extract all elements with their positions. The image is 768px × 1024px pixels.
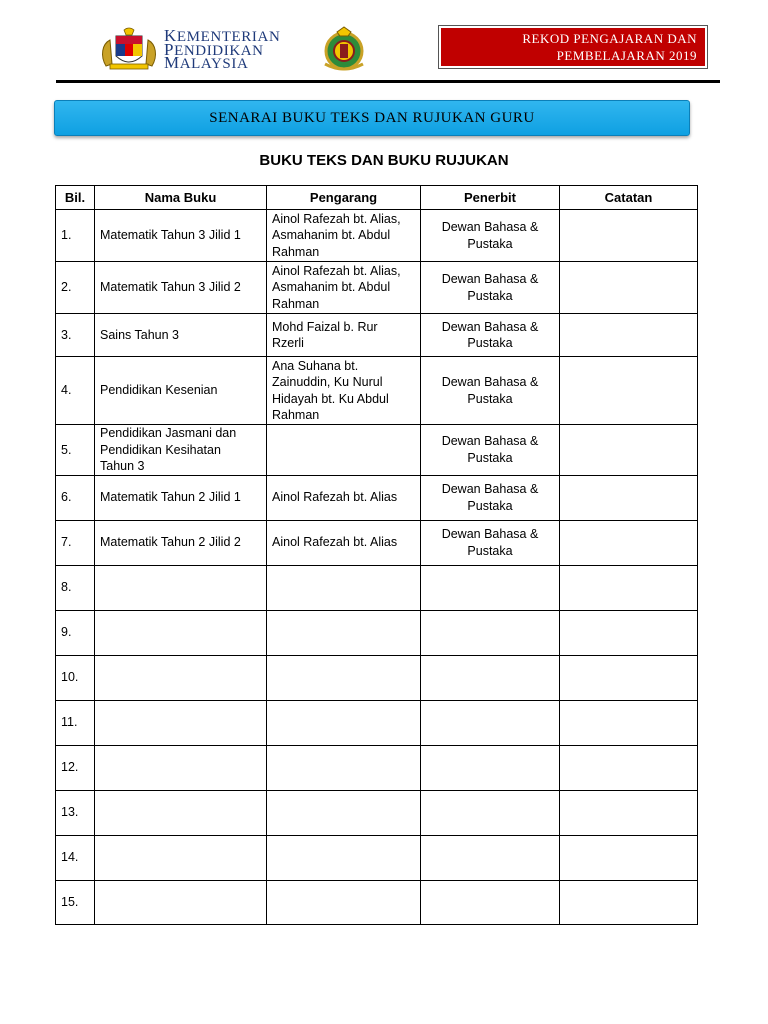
cell-pengarang (267, 610, 421, 655)
cell-bil: 11. (56, 700, 95, 745)
cell-catatan (560, 700, 698, 745)
cell-bil: 9. (56, 610, 95, 655)
table-row (56, 262, 698, 314)
cell-pengarang: Ainol Rafezah bt. Alias (267, 520, 421, 565)
cell-penerbit: Dewan Bahasa & Pustaka (421, 520, 560, 565)
record-title-box (438, 25, 708, 69)
cell-penerbit (421, 835, 560, 880)
cell-catatan (560, 880, 698, 924)
cell-penerbit (421, 700, 560, 745)
cell-nama: Matematik Tahun 2 Jilid 1 (95, 475, 267, 520)
cell-bil: 14. (56, 835, 95, 880)
cell-nama: Matematik Tahun 3 Jilid 2 (95, 262, 267, 314)
cell-penerbit: Dewan Bahasa & Pustaka (421, 475, 560, 520)
cell-nama (95, 565, 267, 610)
cell-bil: 5. (56, 425, 95, 476)
cell-nama (95, 835, 267, 880)
cell-pengarang (267, 880, 421, 924)
cell-nama (95, 700, 267, 745)
table-title: BUKU TEKS DAN BUKU RUJUKAN (259, 152, 509, 169)
column-header-nama-buku: Nama Buku (95, 186, 267, 210)
table-row (56, 835, 698, 880)
malaysia-coat-of-arms-icon (98, 26, 160, 72)
cell-penerbit: Dewan Bahasa & Pustaka (421, 357, 560, 425)
cell-nama (95, 790, 267, 835)
table-row (56, 357, 698, 425)
cell-pengarang (267, 700, 421, 745)
cell-catatan (560, 520, 698, 565)
cell-penerbit: Dewan Bahasa & Pustaka (421, 262, 560, 314)
state-emblem-icon (319, 24, 369, 74)
cell-pengarang: Mohd Faizal b. Rur Rzerli (267, 314, 421, 357)
cell-bil: 8. (56, 565, 95, 610)
table-row (56, 880, 698, 924)
cell-pengarang: Ainol Rafezah bt. Alias, Asmahanim bt. Abdul Rahman (267, 210, 421, 262)
cell-nama: Pendidikan Kesenian (95, 357, 267, 425)
cell-bil: 4. (56, 357, 95, 425)
cell-pengarang (267, 835, 421, 880)
cell-pengarang: Ainol Rafezah bt. Alias (267, 475, 421, 520)
cell-penerbit: Dewan Bahasa & Pustaka (421, 314, 560, 357)
ministry-name-line: MALAYSIA (164, 53, 249, 72)
record-title-line: REKOD PENGAJARAN DAN (522, 31, 697, 46)
table-row (56, 314, 698, 357)
table-row (56, 655, 698, 700)
cell-bil: 15. (56, 880, 95, 924)
table-row (56, 700, 698, 745)
ministry-name (164, 26, 281, 72)
table-row (56, 745, 698, 790)
table-row (56, 475, 698, 520)
cell-nama: Pendidikan Jasmani dan Pendidikan Kesihatan Tahun 3 (95, 425, 267, 476)
cell-nama (95, 610, 267, 655)
cell-catatan (560, 745, 698, 790)
column-header-catatan: Catatan (560, 186, 698, 210)
cell-catatan (560, 790, 698, 835)
table-row (56, 210, 698, 262)
table-row (56, 425, 698, 476)
cell-penerbit: Dewan Bahasa & Pustaka (421, 210, 560, 262)
record-title (441, 28, 705, 66)
cell-penerbit (421, 610, 560, 655)
cell-penerbit (421, 655, 560, 700)
table-header-row (56, 186, 698, 210)
cell-nama: Matematik Tahun 3 Jilid 1 (95, 210, 267, 262)
cell-catatan (560, 835, 698, 880)
cell-nama (95, 745, 267, 790)
cell-pengarang: Ana Suhana bt. Zainuddin, Ku Nurul Hidayah bt. Ku Abdul Rahman (267, 357, 421, 425)
table-body (56, 210, 698, 925)
ministry-name-line: KEMENTERIAN (164, 26, 281, 45)
column-header-pengarang: Pengarang (267, 186, 421, 210)
column-header-bil: Bil. (56, 186, 95, 210)
cell-pengarang (267, 790, 421, 835)
cell-catatan (560, 655, 698, 700)
cell-catatan (560, 565, 698, 610)
ministry-name-line: PENDIDIKAN (164, 39, 264, 59)
cell-catatan (560, 425, 698, 476)
cell-catatan (560, 210, 698, 262)
cell-bil: 1. (56, 210, 95, 262)
cell-bil: 12. (56, 745, 95, 790)
cell-nama: Sains Tahun 3 (95, 314, 267, 357)
books-table (55, 185, 698, 925)
cell-catatan (560, 314, 698, 357)
cell-bil: 13. (56, 790, 95, 835)
cell-bil: 6. (56, 475, 95, 520)
cell-catatan (560, 610, 698, 655)
cell-nama (95, 655, 267, 700)
cell-penerbit (421, 790, 560, 835)
cell-pengarang (267, 655, 421, 700)
table-row (56, 610, 698, 655)
cell-nama (95, 880, 267, 924)
header-divider (56, 80, 720, 83)
cell-bil: 2. (56, 262, 95, 314)
cell-pengarang (267, 745, 421, 790)
table-row (56, 520, 698, 565)
cell-penerbit: Dewan Bahasa & Pustaka (421, 425, 560, 476)
cell-bil: 10. (56, 655, 95, 700)
cell-penerbit (421, 880, 560, 924)
column-header-penerbit: Penerbit (421, 186, 560, 210)
cell-penerbit (421, 745, 560, 790)
section-banner: SENARAI BUKU TEKS DAN RUJUKAN GURU (54, 100, 690, 136)
table-row (56, 790, 698, 835)
cell-catatan (560, 475, 698, 520)
cell-pengarang (267, 565, 421, 610)
cell-bil: 3. (56, 314, 95, 357)
cell-bil: 7. (56, 520, 95, 565)
cell-nama: Matematik Tahun 2 Jilid 2 (95, 520, 267, 565)
cell-catatan (560, 357, 698, 425)
record-title-line: PEMBELAJARAN 2019 (556, 48, 697, 63)
cell-pengarang (267, 425, 421, 476)
cell-pengarang: Ainol Rafezah bt. Alias, Asmahanim bt. Abdul Rahman (267, 262, 421, 314)
table-row (56, 565, 698, 610)
cell-penerbit (421, 565, 560, 610)
page-header (0, 0, 768, 84)
cell-catatan (560, 262, 698, 314)
